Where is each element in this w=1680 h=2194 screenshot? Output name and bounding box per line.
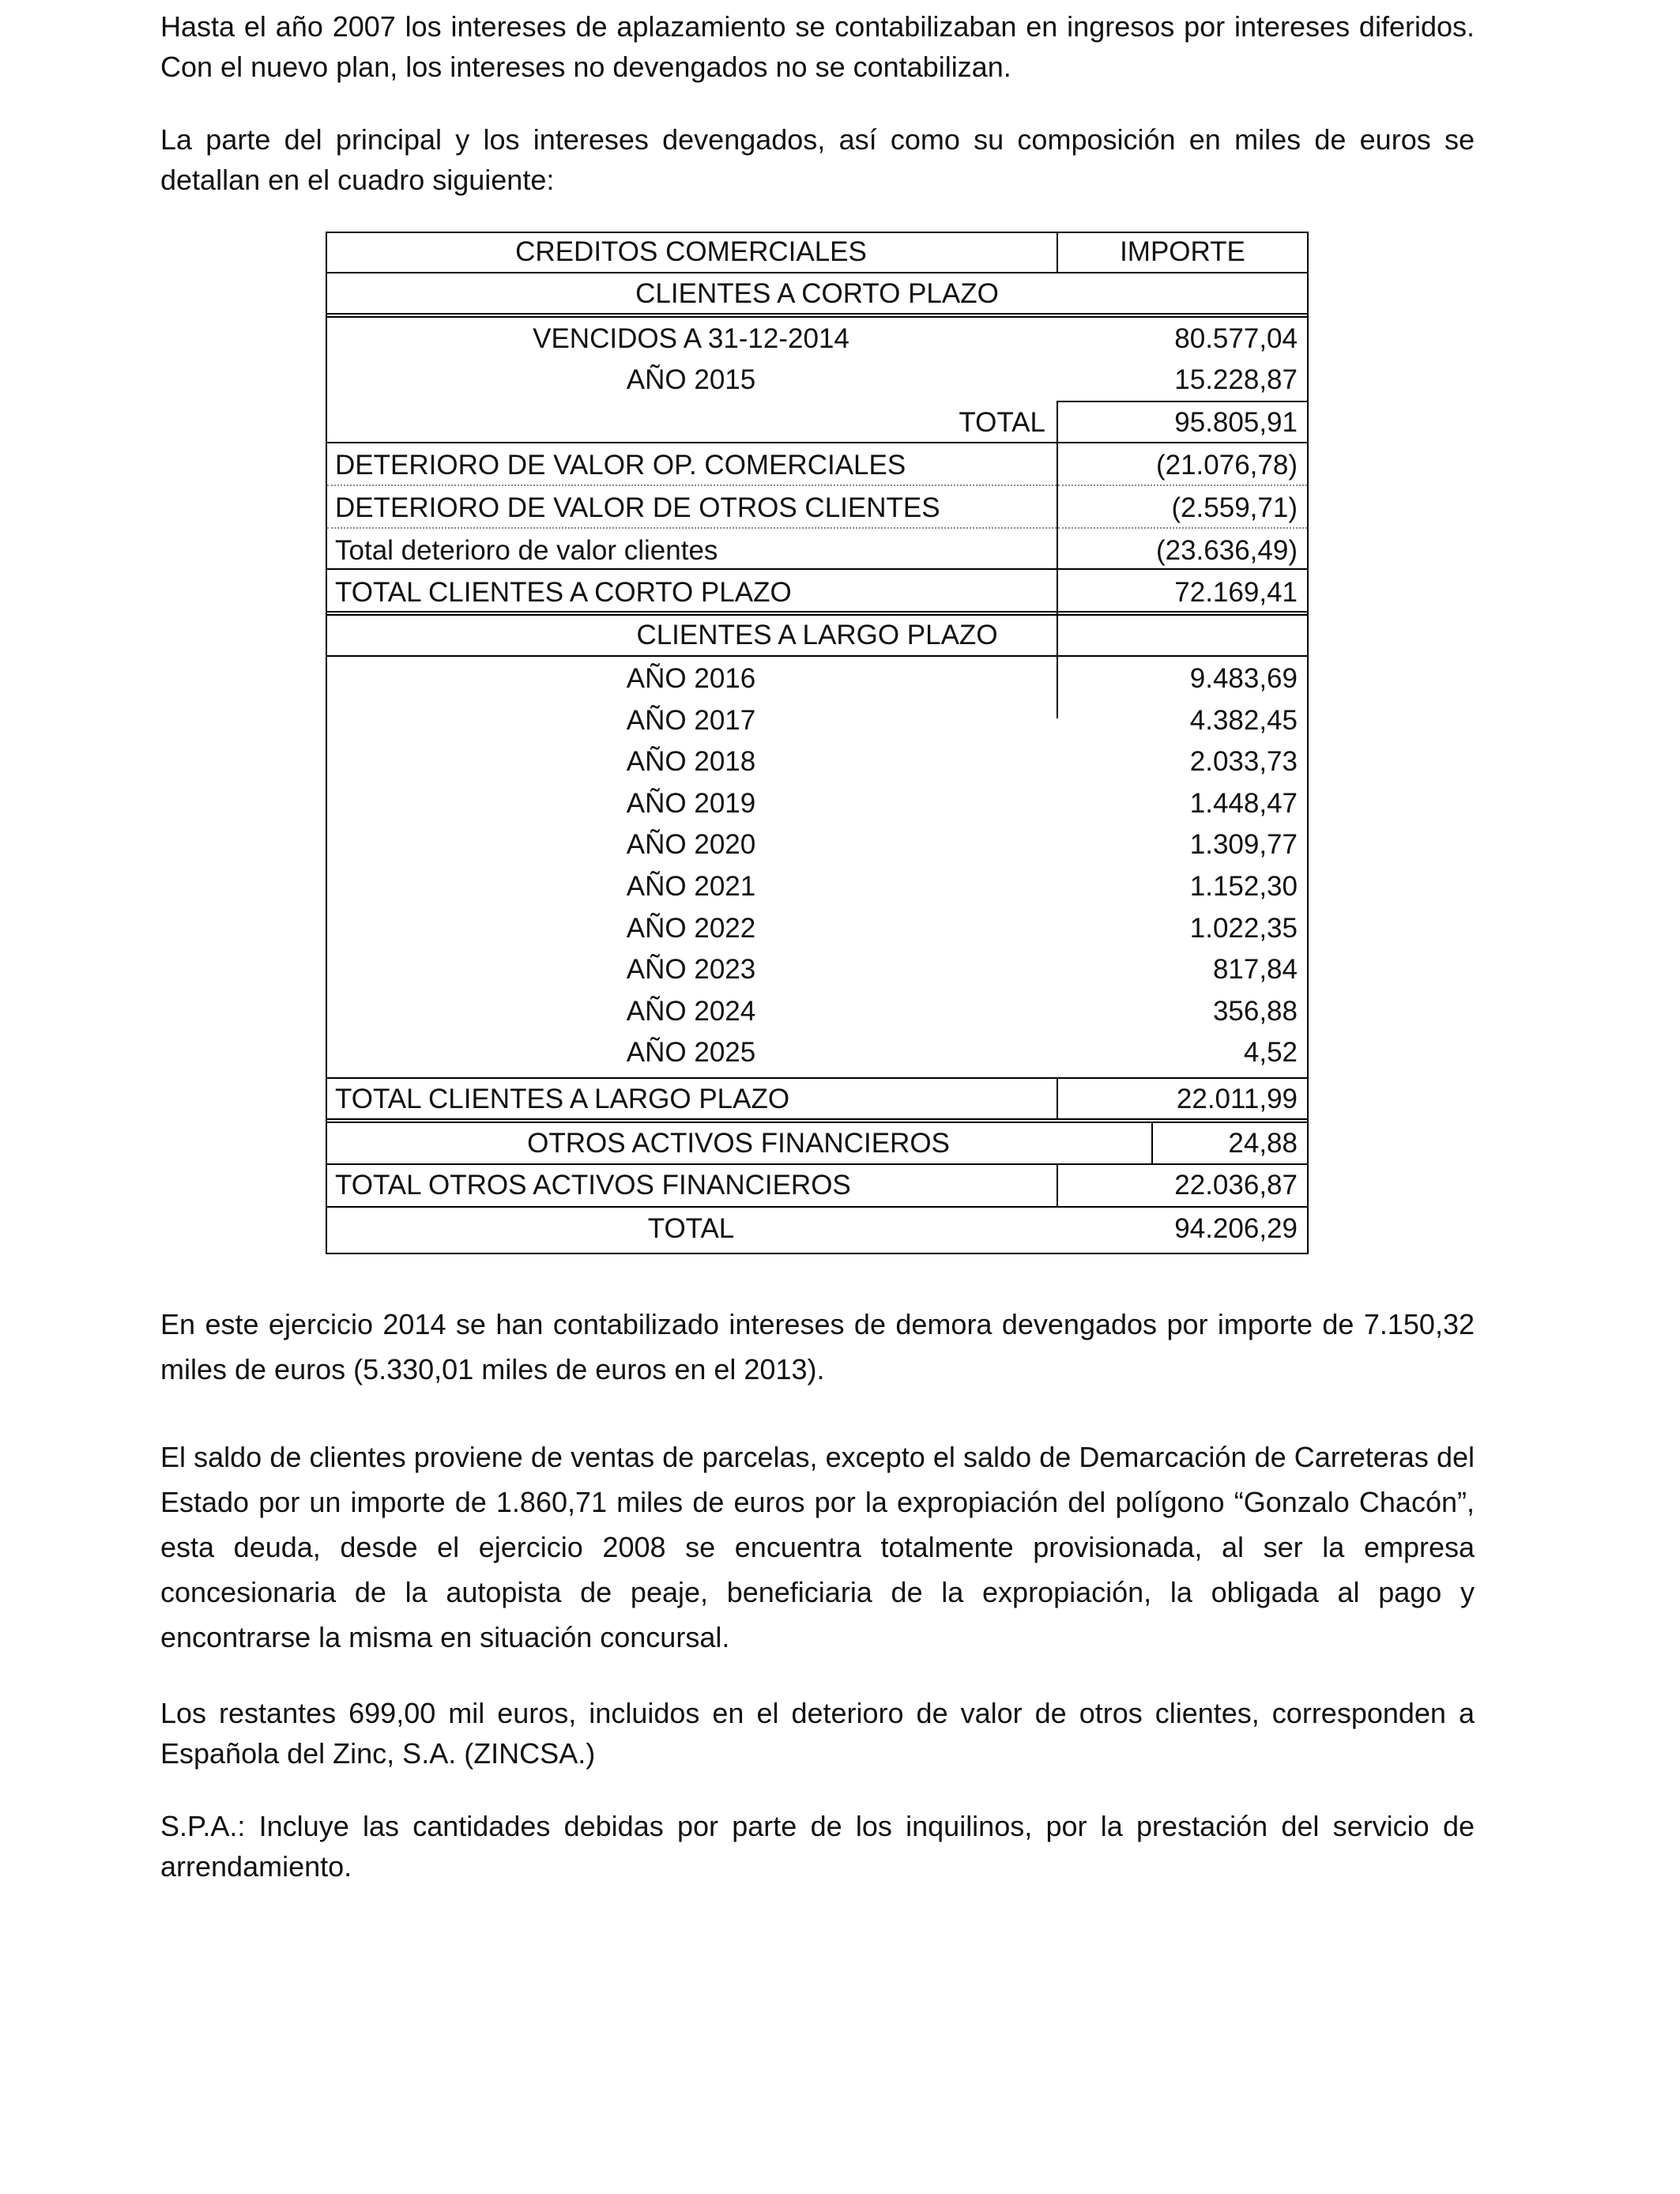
long-term-year: AÑO 2025 (626, 1037, 756, 1069)
row-separator (1058, 527, 1307, 529)
long-term-year: AÑO 2023 (626, 954, 756, 986)
total-other-assets-value: 22.036,87 (1174, 1170, 1298, 1201)
long-term-value: 1.448,47 (1189, 787, 1298, 819)
long-term-year: AÑO 2021 (626, 871, 756, 902)
long-term-value: 4.382,45 (1189, 704, 1298, 736)
other-assets-label: OTROS ACTIVOS FINANCIEROS (527, 1128, 950, 1159)
long-term-title: CLIENTES A LARGO PLAZO (636, 620, 998, 650)
long-term-value: 9.483,69 (1189, 663, 1298, 694)
long-term-year: AÑO 2018 (626, 746, 756, 778)
impairment-value: (21.076,78) (1155, 450, 1298, 481)
total-long-term-value: 22.011,99 (1176, 1084, 1298, 1114)
paragraph-table-intro: La parte del principal y los intereses devengados, así como su composición en miles de euros se detallan en el cuadro siguiente: (160, 123, 1475, 196)
grand-total-value: 94.206,29 (1174, 1213, 1298, 1244)
row-separator (1058, 484, 1307, 486)
paragraph-late-interest: En este ejercicio 2014 se han contabilizado intereses de demora devengados por importe de 7.150,32 miles de euros (5.330,01 miles de euros en el 2013). (160, 1308, 1475, 1385)
total-long-term-label: TOTAL CLIENTES A LARGO PLAZO (335, 1084, 790, 1114)
short-term-title-rule (326, 313, 1309, 315)
long-term-year: AÑO 2024 (626, 995, 756, 1027)
long-term-value: 4,52 (1243, 1037, 1298, 1069)
impairment-label: DETERIORO DE VALOR DE OTROS CLIENTES (335, 492, 940, 523)
total-other-assets-label: TOTAL OTROS ACTIVOS FINANCIEROS (335, 1170, 851, 1201)
long-term-value: 1.309,77 (1189, 829, 1298, 861)
short-term-title: CLIENTES A CORTO PLAZO (635, 278, 999, 309)
short-term-label: AÑO 2015 (626, 364, 756, 395)
subtotal-bottom-rule (326, 442, 1309, 443)
paragraph-interest-deferral: Hasta el año 2007 los intereses de aplazamiento se contabilizaban en ingresos por intereses diferidos. Con el nuevo plan, los intereses no devengados no se contabilizan. (160, 10, 1475, 83)
header-col-importe: IMPORTE (1120, 236, 1245, 267)
impairment-value: (2.559,71) (1171, 492, 1298, 523)
long-term-year: AÑO 2016 (626, 663, 756, 694)
subtotal-value: 95.805,91 (1174, 407, 1298, 438)
subtotal-label: TOTAL (959, 407, 1045, 438)
header-rule (326, 272, 1309, 273)
total-short-term-value: 72.169,41 (1174, 577, 1298, 608)
row-separator (327, 527, 1057, 529)
long-term-value: 356,88 (1212, 995, 1298, 1027)
short-term-value: 80.577,04 (1174, 323, 1298, 354)
long-term-year: AÑO 2019 (626, 787, 756, 819)
impairment-label: Total deterioro de valor clientes (335, 535, 718, 566)
row-separator (327, 484, 1057, 486)
long-term-year: AÑO 2022 (626, 912, 756, 944)
impairment-value: (23.636,49) (1155, 535, 1298, 566)
other-assets-rule (326, 1163, 1309, 1165)
header-divider (1057, 232, 1058, 273)
long-term-value: 817,84 (1212, 954, 1298, 986)
total-long-term-rule-2 (326, 1122, 1309, 1123)
table-border-top (326, 232, 1309, 233)
paragraph-zincsa: Los restantes 699,00 mil euros, incluidos en el deterioro de valor de otros clientes, corresponden a Española del Zinc, S.A. (ZINCSA.) (160, 1697, 1475, 1770)
short-term-title-rule-2 (326, 316, 1309, 318)
long-term-title-rule (326, 655, 1309, 657)
total-other-rule (326, 1206, 1309, 1208)
subtotal-rule (1057, 401, 1309, 402)
total-long-term-top-rule (326, 1077, 1309, 1079)
paragraph-client-balance: El saldo de clientes proviene de ventas de parcelas, excepto el saldo de Demarcación de Carreteras del Estado por un importe de 1.860,71 miles de euros por la expropiación del polígono “Gonzalo Chacón”, esta deuda, desde el ejercicio 2008 se encuentra totalmente provisionada, al ser la empresa concesionaria de la autopista de peaje, beneficiaria de la expropiación, la obligada al pago y encontrarse la misma en situación concursal. (160, 1441, 1475, 1653)
short-term-value: 15.228,87 (1174, 364, 1298, 395)
other-assets-value: 24,88 (1228, 1128, 1298, 1159)
impairment-total-rule (326, 568, 1309, 570)
grand-total-label: TOTAL (647, 1213, 735, 1244)
short-term-label: VENCIDOS A 31-12-2014 (533, 323, 849, 354)
header-col-creditos: CREDITOS COMERCIALES (515, 236, 867, 267)
credits-table (326, 232, 1309, 1254)
table-border-right (1307, 232, 1309, 1254)
table-border-bottom (326, 1253, 1309, 1254)
long-term-value: 1.152,30 (1189, 871, 1298, 902)
long-term-year: AÑO 2017 (626, 704, 756, 736)
long-term-value: 2.033,73 (1189, 746, 1298, 778)
paragraph-spa: S.P.A.: Incluye las cantidades debidas por parte de los inquilinos, por la prestación del servicio de arrendamiento. (160, 1810, 1475, 1883)
long-term-year: AÑO 2020 (626, 829, 756, 861)
impairment-label: DETERIORO DE VALOR OP. COMERCIALES (335, 450, 906, 481)
total-short-term-label: TOTAL CLIENTES A CORTO PLAZO (335, 577, 792, 608)
total-short-term-rule (326, 611, 1309, 613)
other-assets-divider (1151, 1123, 1153, 1164)
long-term-value: 1.022,35 (1189, 912, 1298, 944)
total-short-term-rule-2 (326, 614, 1309, 616)
total-long-term-rule (326, 1118, 1309, 1120)
